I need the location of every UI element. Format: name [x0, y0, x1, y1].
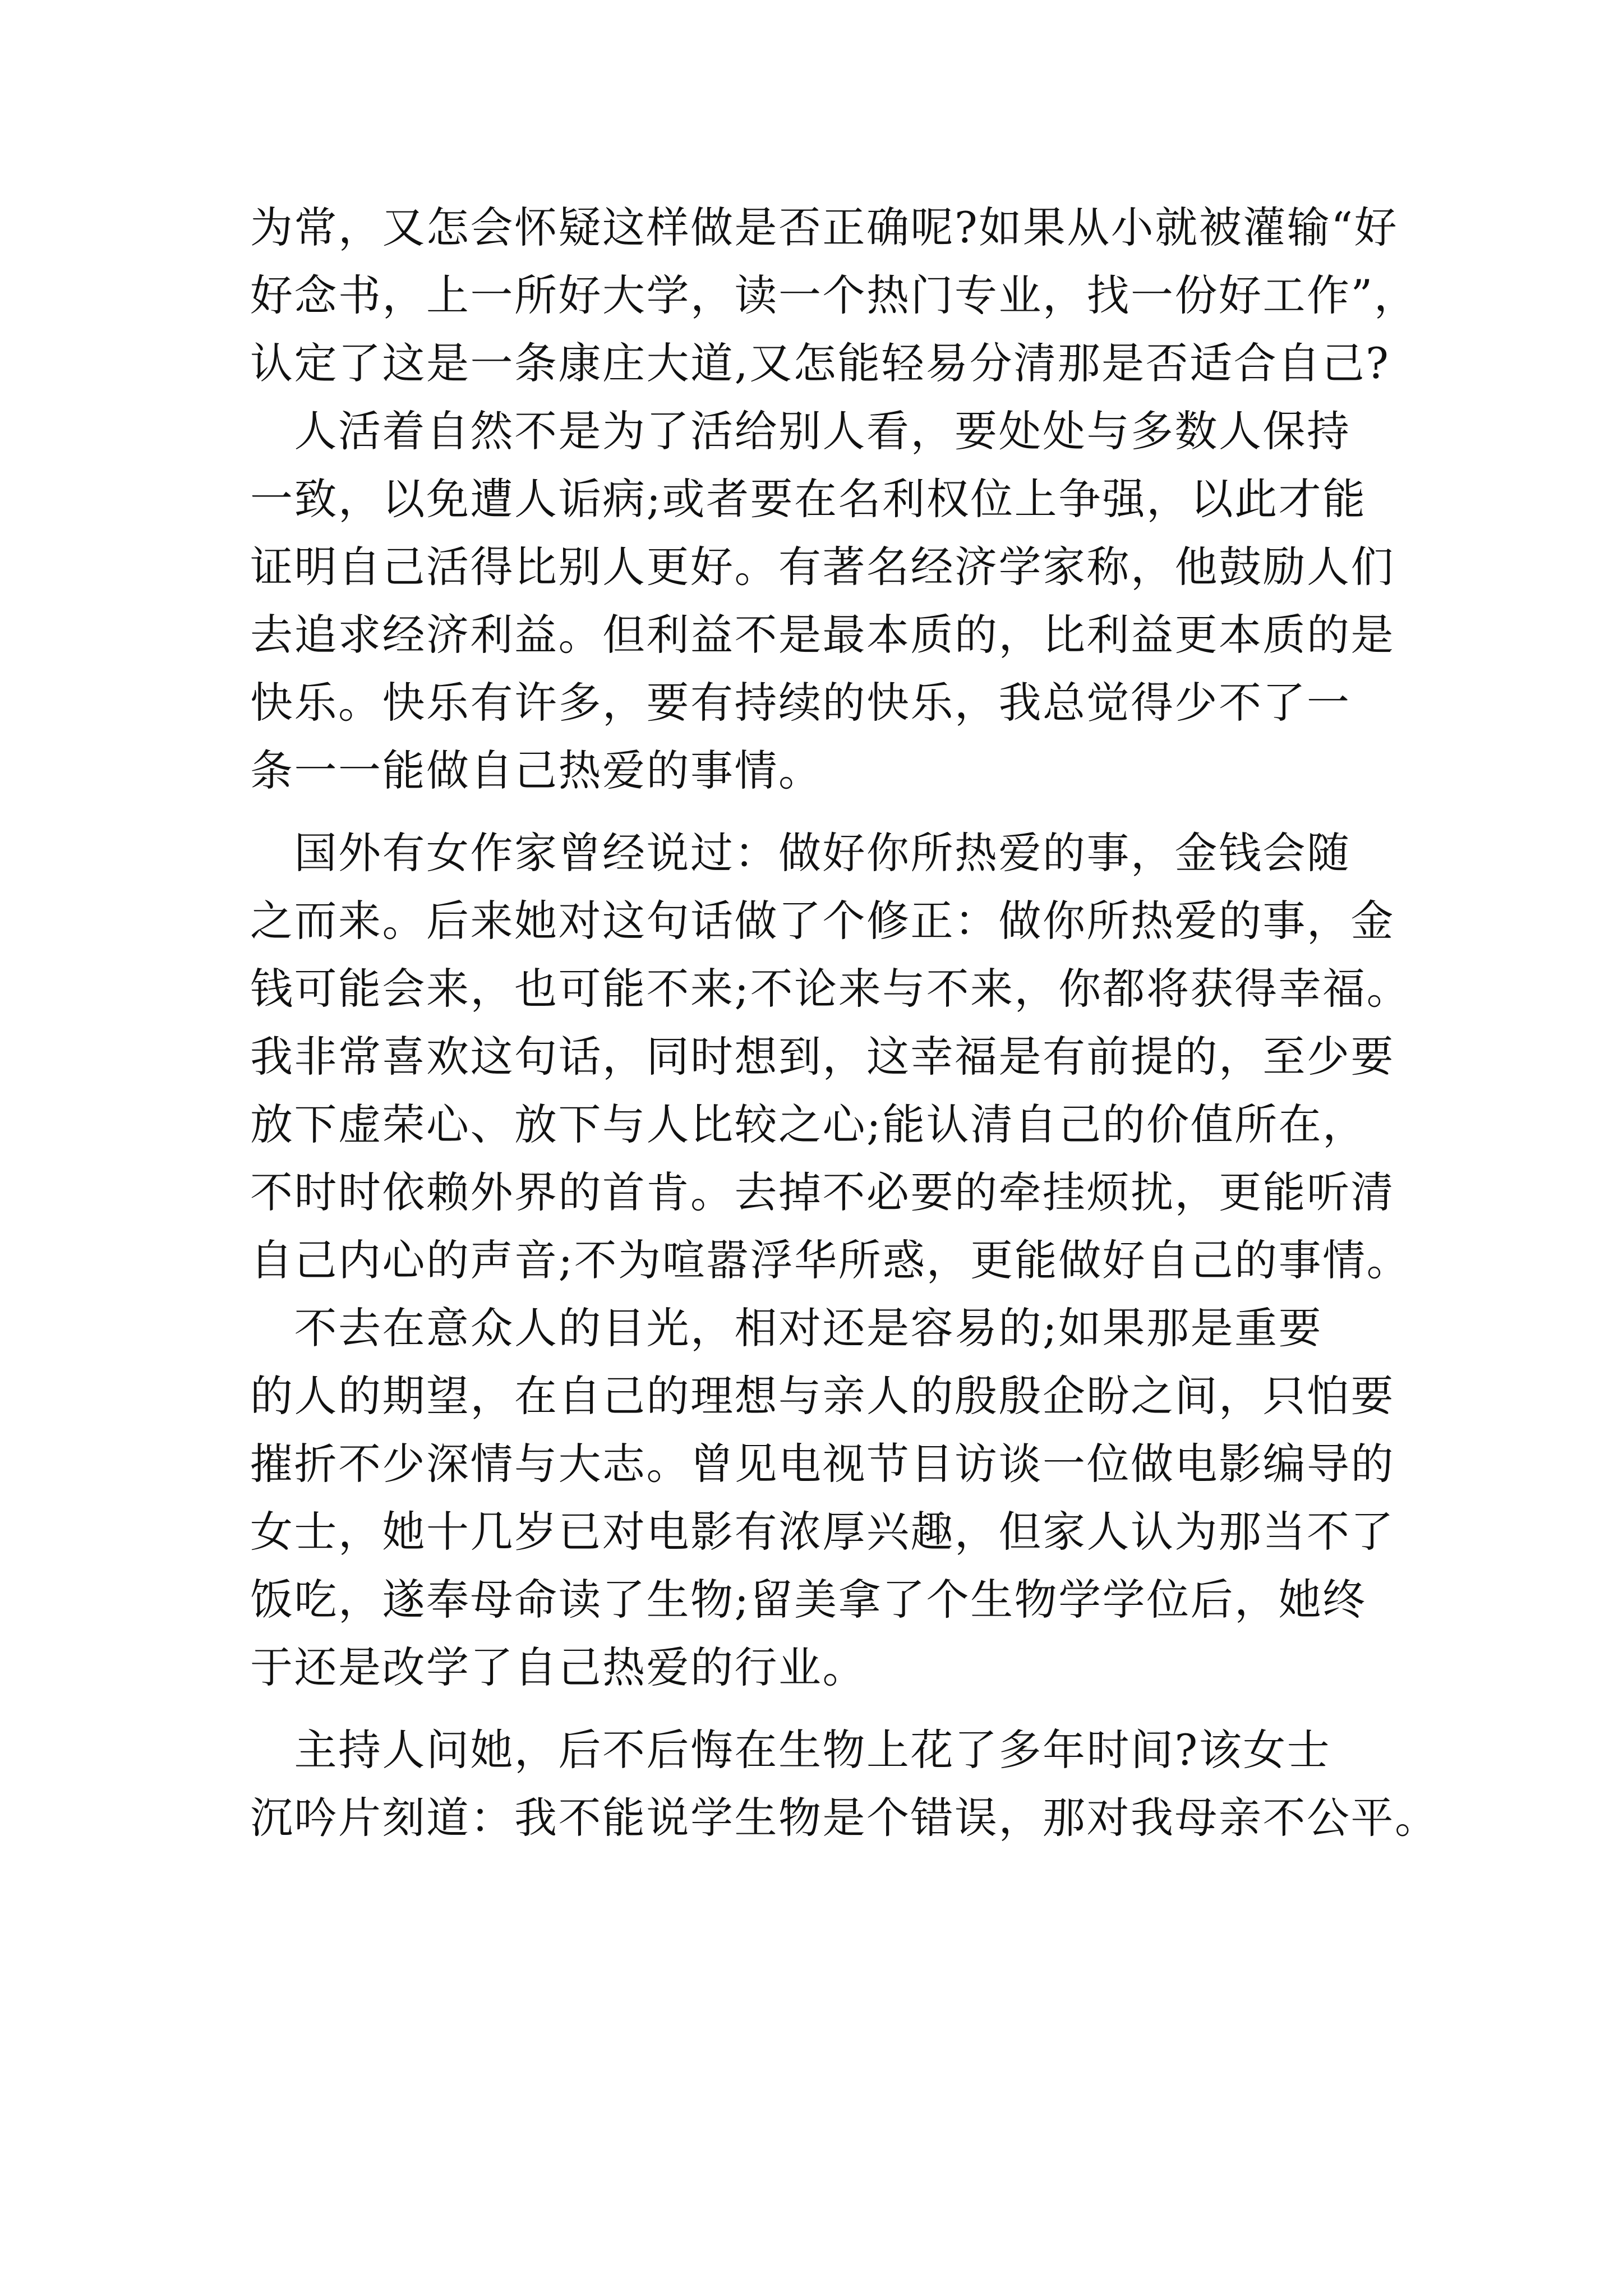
text-line: 于还是改学了自己热爱的行业。 — [250, 1642, 866, 1692]
text-line: 钱可能会来，也可能不来;不论来与不来，你都将获得幸福。 — [250, 964, 1411, 1014]
paragraph — [250, 194, 1417, 397]
text-line: 去追求经济利益。但利益不是最本质的，比利益更本质的是 — [250, 610, 1395, 660]
paragraph — [250, 1716, 1439, 1852]
text-line: 一致，以免遭人诟病;或者要在名利权位上争强，以此才能 — [250, 474, 1367, 524]
text-line: 女士，她十几岁已对电影有浓厚兴趣，但家人认为那当不了 — [250, 1507, 1395, 1557]
text-line: 好念书，上一所好大学，读一个热门专业，找一份好工作”， — [250, 270, 1418, 320]
text-line: 沉吟片刻道：我不能说学生物是个错误，那对我母亲不公平。 — [250, 1793, 1439, 1843]
text-line: 快乐。快乐有许多，要有持续的快乐，我总觉得少不了一 — [250, 678, 1351, 728]
text-line: 我非常喜欢这句话，同时想到，这幸福是有前提的，至少要 — [250, 1032, 1395, 1082]
text-line: 证明自己活得比别人更好。有著名经济学家称，他鼓励人们 — [250, 542, 1395, 592]
text-line: 人活着自然不是为了活给别人看，要处处与多数人保持 — [250, 406, 1351, 456]
text-line: 认定了这是一条康庄大道,又怎能轻易分清那是否适合自己? — [250, 338, 1390, 388]
text-line: 摧折不少深情与大志。曾见电视节目访谈一位做电影编导的 — [250, 1439, 1395, 1489]
text-line: 不时时依赖外界的首肯。去掉不必要的牵挂烦扰，更能听清 — [250, 1167, 1395, 1217]
text-line: 的人的期望，在自己的理想与亲人的殷殷企盼之间，只怕要 — [250, 1371, 1395, 1421]
text-line: 放下虚荣心、放下与人比较之心;能认清自己的价值所在， — [250, 1099, 1367, 1149]
paragraph — [250, 819, 1417, 1294]
paragraph-gap — [250, 1701, 1417, 1716]
text-line: 不去在意众人的目光，相对还是容易的;如果那是重要 — [250, 1303, 1323, 1353]
text-line: 饭吃，遂奉母命读了生物;留美拿了个生物学学位后，她终 — [250, 1575, 1367, 1625]
text-line: 为常，又怎会怀疑这样做是否正确呢?如果从小就被灌输“好 — [250, 203, 1399, 252]
body-text — [250, 194, 1439, 1852]
text-line: 主持人问她，后不后悔在生物上花了多年时间?该女士 — [250, 1725, 1331, 1775]
paragraph — [250, 397, 1417, 804]
text-line: 之而来。后来她对这句话做了个修正：做你所热爱的事，金 — [250, 896, 1395, 946]
text-line: 自己内心的声音;不为喧嚣浮华所惑，更能做好自己的事情。 — [250, 1235, 1411, 1285]
text-line: 条一一能做自己热爱的事情。 — [250, 746, 823, 795]
paragraph-gap — [250, 804, 1417, 819]
paragraph — [250, 1294, 1417, 1701]
text-line: 国外有女作家曾经说过：做好你所热爱的事，金钱会随 — [250, 828, 1351, 878]
